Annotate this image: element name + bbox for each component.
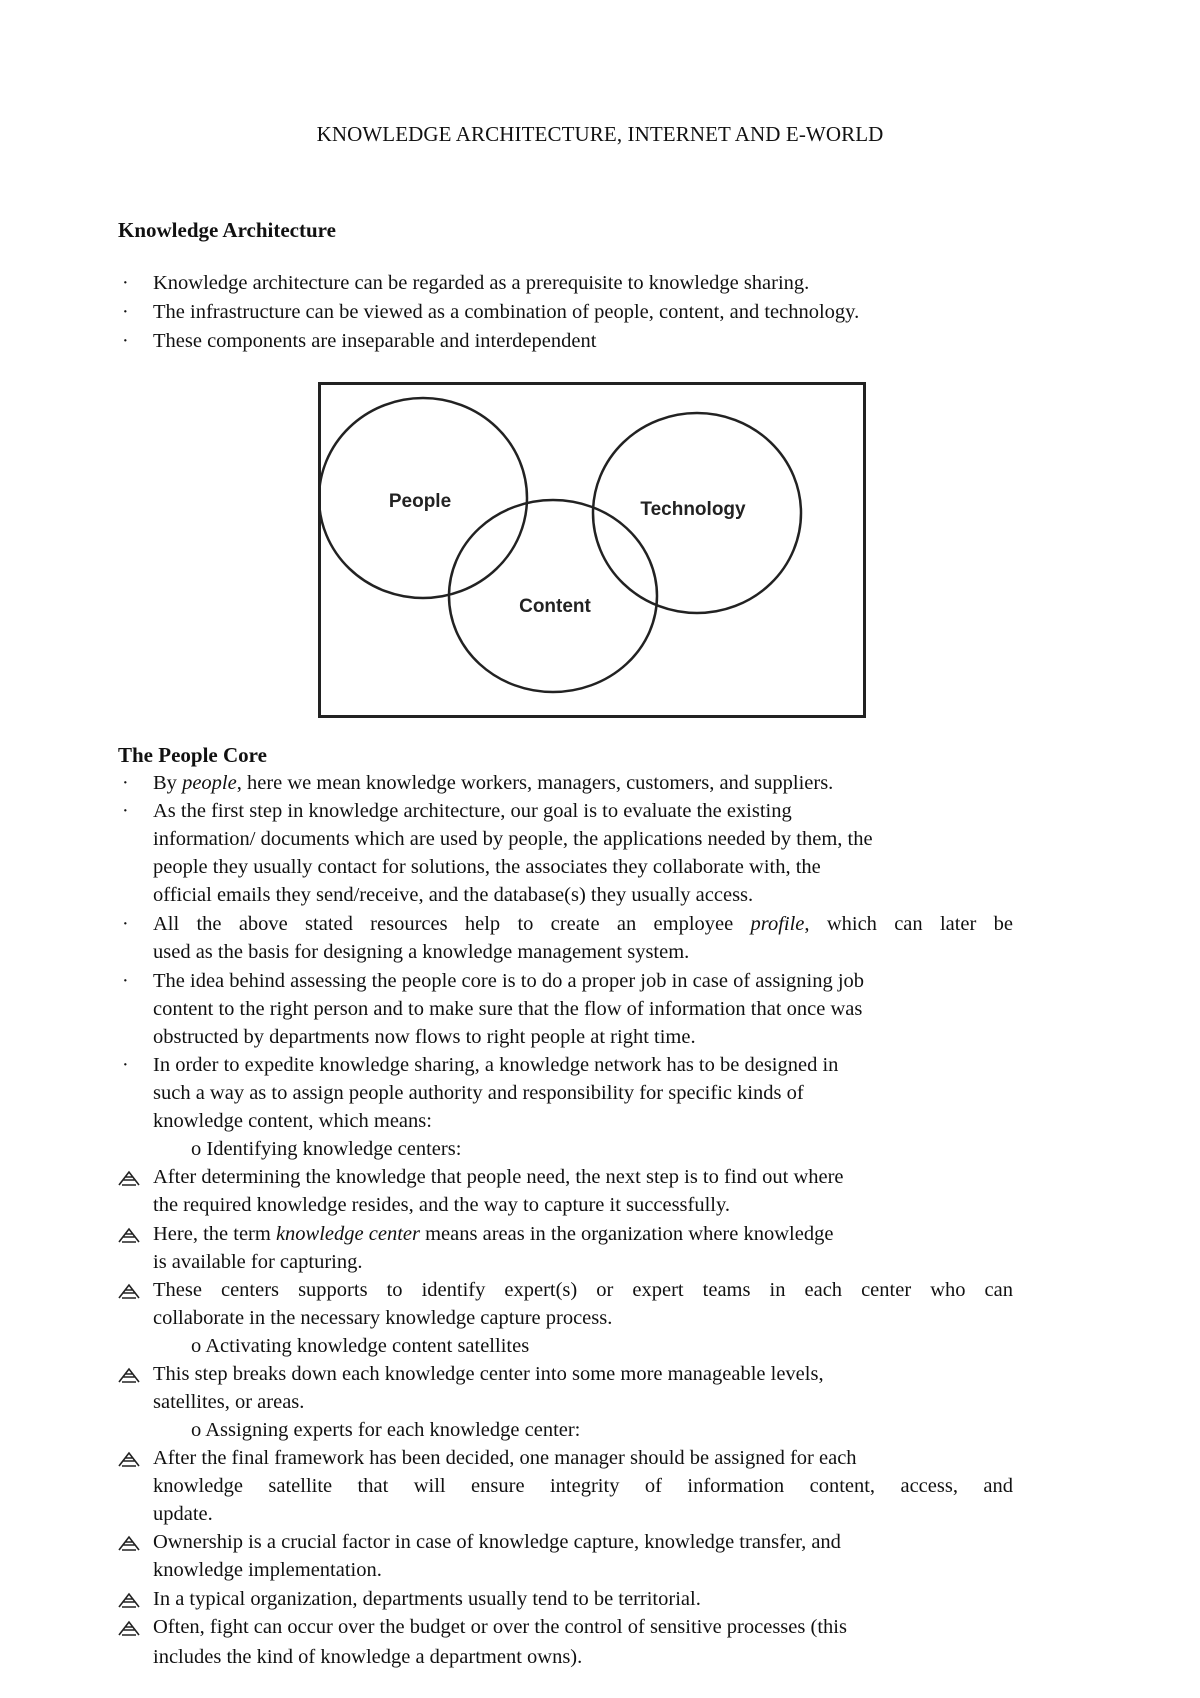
- bullet-text: knowledge content, which means:: [153, 1110, 432, 1132]
- bullet-text: information/ documents which are used by people, the applications needed by them, the: [153, 828, 873, 850]
- bullet-text: Ownership is a crucial factor in case of knowledge capture, knowledge transfer, and: [153, 1531, 841, 1553]
- pen-bullet-icon: [116, 1449, 142, 1469]
- bullet-text: The infrastructure can be viewed as a combination of people, content, and technology.: [153, 301, 860, 323]
- sub-item: o Assigning experts for each knowledge center:: [191, 1419, 581, 1441]
- bullet-text: The idea behind assessing the people core is to do a proper job in case of assigning job: [153, 970, 865, 992]
- bullet-dot: ·: [122, 970, 129, 992]
- bullet-dot: ·: [122, 330, 129, 352]
- content-label: Content: [519, 596, 591, 617]
- people-label: People: [388, 491, 452, 512]
- bullet-text: In order to expedite knowledge sharing, a knowledge network has to be designed in: [153, 1054, 839, 1076]
- bullet-text: Here, the term knowledge center means areas in the organization where knowledge: [153, 1223, 834, 1245]
- bullet-text: is available for capturing.: [153, 1251, 363, 1273]
- bullet-text: After determining the knowledge that people need, the next step is to find out where: [153, 1166, 844, 1188]
- bullet-text: collaborate in the necessary knowledge capture process.: [153, 1307, 613, 1329]
- bullet-text: In a typical organization, departments usually tend to be territorial.: [153, 1588, 701, 1610]
- bullet-text: update.: [153, 1503, 213, 1525]
- bullet-text: people they usually contact for solutions, the associates they collaborate with, the: [153, 856, 821, 878]
- bullet-text: This step breaks down each knowledge center into some more manageable levels,: [153, 1363, 824, 1385]
- bullet-text: includes the kind of knowledge a department owns).: [153, 1646, 583, 1668]
- bullet-text: such a way as to assign people authority and responsibility for specific kinds of: [153, 1082, 804, 1104]
- pen-bullet-icon: [116, 1225, 142, 1245]
- bullet-dot: ·: [122, 800, 129, 822]
- pen-bullet-icon: [116, 1168, 142, 1188]
- bullet-text: satellites, or areas.: [153, 1391, 305, 1413]
- bullet-dot: ·: [122, 272, 129, 294]
- bullet-dot: ·: [122, 913, 129, 935]
- bullet-text: content to the right person and to make sure that the flow of information that once was: [153, 998, 863, 1020]
- pen-bullet-icon: [116, 1533, 142, 1553]
- pen-bullet-icon: [116, 1618, 142, 1638]
- section-heading-people-core: The People Core: [118, 743, 267, 767]
- pen-bullet-icon: [116, 1365, 142, 1385]
- bullet-text: All the above stated resources help to create an employee profile, which can later be: [153, 913, 1013, 935]
- bullet-text: As the first step in knowledge architecture, our goal is to evaluate the existing: [153, 800, 792, 822]
- technology-label: Technology: [640, 499, 746, 520]
- bullet-text: knowledge implementation.: [153, 1559, 382, 1581]
- section-heading-knowledge-architecture: Knowledge Architecture: [118, 218, 336, 242]
- bullet-text: obstructed by departments now flows to right people at right time.: [153, 1026, 696, 1048]
- diagram-frame: [320, 384, 865, 717]
- bullet-text: After the final framework has been decided, one manager should be assigned for each: [153, 1447, 857, 1469]
- bullet-text: Often, fight can occur over the budget or over the control of sensitive processes (this: [153, 1616, 847, 1638]
- bullet-text: the required knowledge resides, and the way to capture it successfully.: [153, 1194, 731, 1216]
- venn-diagram: [318, 382, 866, 718]
- bullet-text: These components are inseparable and interdependent: [153, 330, 597, 352]
- bullet-text: knowledge satellite that will ensure integrity of information content, access, and: [153, 1475, 1013, 1497]
- bullet-dot: ·: [122, 1054, 129, 1076]
- bullet-dot: ·: [122, 301, 129, 323]
- bullet-text: These centers supports to identify expert(s) or expert teams in each center who can: [153, 1279, 1013, 1301]
- bullet-text: official emails they send/receive, and the database(s) they usually access.: [153, 884, 754, 906]
- document-title: KNOWLEDGE ARCHITECTURE, INTERNET AND E-WORLD: [316, 122, 884, 146]
- bullet-text: Knowledge architecture can be regarded as a prerequisite to knowledge sharing.: [153, 272, 810, 294]
- sub-item: o Identifying knowledge centers:: [191, 1138, 462, 1160]
- sub-item: o Activating knowledge content satellites: [191, 1335, 530, 1357]
- bullet-text: used as the basis for designing a knowledge management system.: [153, 941, 690, 963]
- bullet-text: By people, here we mean knowledge workers, managers, customers, and suppliers.: [153, 772, 834, 794]
- bullet-dot: ·: [122, 772, 129, 794]
- pen-bullet-icon: [116, 1281, 142, 1301]
- pen-bullet-icon: [116, 1590, 142, 1610]
